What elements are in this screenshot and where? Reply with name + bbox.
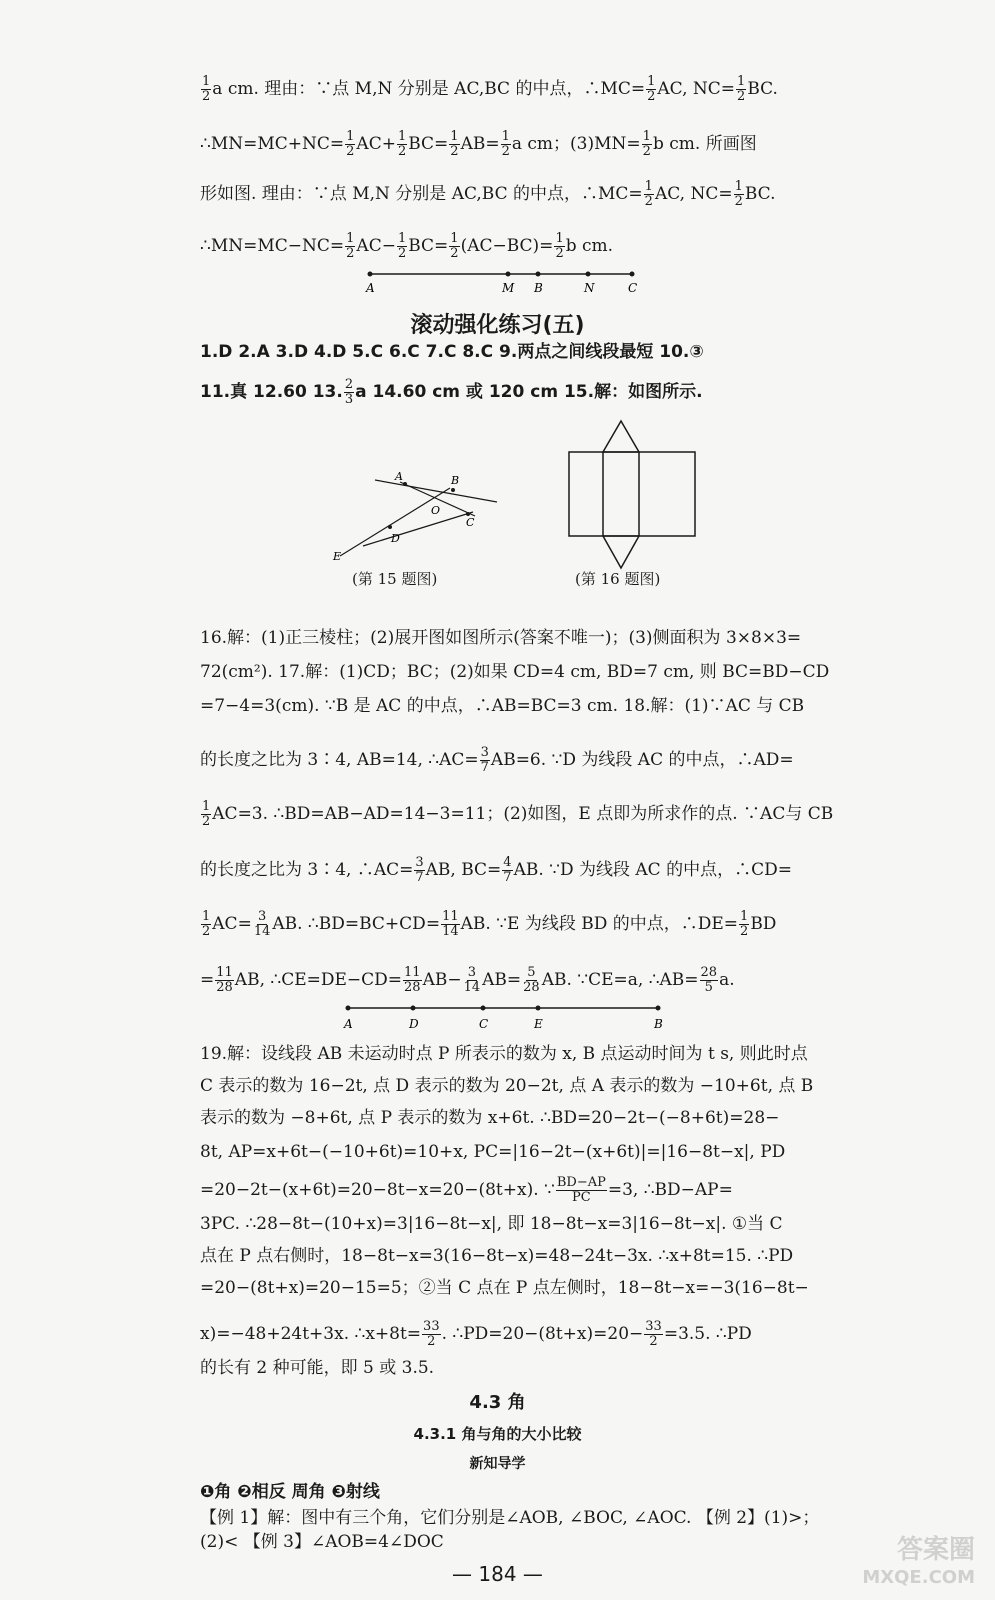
- q18-line-8: = $\frac{11}{28}$ AB, ∴CE=DE−CD= $\frac{11}{28}$ AB− $\frac{3}{14}$ AB= $\frac{5}{28}$ AB. ∵CE=a, ∴AB= $\frac{28}{5}$ a.: [200, 965, 735, 995]
- prev-line-2: ∴MN=MC+NC= $\frac{1}{2}$ AC+ $\frac{1}{2}$ BC= $\frac{1}{2}$ AB= $\frac{1}{2}$ a cm；(3)MN= $\frac{1}{2}$ b cm. 所画图: [200, 129, 757, 159]
- q19-line-2: C 表示的数为 16−2t, 点 D 表示的数为 20−2t, 点 A 表示的数为 −10+6t, 点 B: [200, 1076, 814, 1096]
- point-m: [506, 272, 511, 277]
- label-b: B: [534, 281, 543, 295]
- point-a2: [346, 1006, 351, 1011]
- q16-line-3: =7−4=3(cm). ∵B 是 AC 的中点，∴AB=BC=3 cm. 18.解：(1)∵AC 与 CB: [200, 696, 805, 716]
- fig15-label-c: C: [466, 516, 475, 529]
- answers-11-15: 11.真 12.60 13. $\frac{2}{3}$ a 14.60 cm 或 120 cm 15.解：如图所示.: [200, 377, 703, 407]
- q18-line-5: $\frac{1}{2}$ AC=3. ∴BD=AB−AD=14−3=11；(2)如图，E 点即为所求作的点. ∵AC与 CB: [202, 799, 834, 829]
- fig16-caption: (第 16 题图): [575, 570, 661, 588]
- sec43-line-2: 【例 1】解：图中有三个角，它们分别是∠AOB, ∠BOC, ∠AOC. 【例 2】(1)>；: [200, 1508, 820, 1528]
- q18-line-4: 的长度之比为 3∶4, AB=14, ∴AC= $\frac{3}{7}$ AB=6. ∵D 为线段 AC 的中点，∴AD=: [200, 745, 794, 775]
- sec43-line-1: ❶角 ❷相反 周角 ❸射线: [200, 1482, 380, 1502]
- section-title-5: 滚动强化练习(五): [410, 313, 585, 338]
- q19-line-1: 19.解：设线段 AB 未运动时点 P 所表示的数为 x, B 点运动时间为 t s, 则此时点: [200, 1044, 808, 1064]
- label-a2: A: [344, 1017, 353, 1031]
- prev-line-4: ∴MN=MC−NC= $\frac{1}{2}$ AC− $\frac{1}{2}$ BC= $\frac{1}{2}$ (AC−BC)= $\frac{1}{2}$ b cm.: [200, 231, 614, 261]
- q19-line-7: 点在 P 点右侧时，18−8t−x=3(16−8t−x)=48−24t−3x. ∴x+8t=15. ∴PD: [200, 1246, 794, 1266]
- new-knowledge-heading: 新知导学: [469, 1456, 526, 1472]
- prev-line-3: 形如图. 理由：∵点 M,N 分别是 AC,BC 的中点，∴MC= $\frac{1}{2}$ AC, NC= $\frac{1}{2}$ BC.: [200, 179, 776, 209]
- q19-line-8: =20−(8t+x)=20−15=5；②当 C 点在 P 点左侧时，18−8t−x=−3(16−8t−: [200, 1278, 809, 1298]
- label-c: C: [628, 281, 638, 295]
- fig15-label-o: O: [431, 504, 441, 517]
- section-4-3-title: 4.3 角: [469, 1392, 526, 1413]
- q18-line-7: $\frac{1}{2}$ AC= $\frac{3}{14}$ AB. ∴BD=BC+CD= $\frac{11}{14}$ AB. ∵E 为线段 BD 的中点，∴DE= $\frac{1}{2}$ BD: [202, 909, 777, 939]
- point-a: [368, 272, 373, 277]
- page-number: — 184 —: [452, 1562, 543, 1586]
- label-c2: C: [479, 1017, 489, 1031]
- label-a: A: [366, 281, 375, 295]
- q19-line-6: 3PC. ∴28−8t−(10+x)=3|16−8t−x|, 即 18−8t−x=3|16−8t−x|. ①当 C: [200, 1214, 783, 1234]
- point-b2: [656, 1006, 661, 1011]
- prev-line-1: $\frac{1}{2}$ a cm. 理由：∵点 M,N 分别是 AC,BC 的中点，∴MC= $\frac{1}{2}$ AC, NC= $\frac{1}{2}$ BC.: [202, 74, 778, 104]
- label-b2: B: [654, 1017, 663, 1031]
- sec43-line-3: (2)< 【例 3】∠AOB=4∠DOC: [200, 1532, 444, 1552]
- segment-amnbc-figure: [360, 266, 650, 298]
- q19-line-3: 表示的数为 −8+6t, 点 P 表示的数为 x+6t. ∴BD=20−2t−(−8+6t)=28−: [200, 1108, 780, 1128]
- fig15-label-a: A: [395, 470, 403, 483]
- q19-line-4: 8t, AP=x+6t−(−10+6t)=10+x, PC=|16−2t−(x+6t)|=|16−8t−x|, PD: [200, 1142, 786, 1162]
- segment-adceb-figure: [340, 1000, 670, 1034]
- fig15-label-d: D: [391, 532, 400, 545]
- point-c: [630, 272, 635, 277]
- fig15-caption: (第 15 题图): [352, 570, 438, 588]
- answers-1-10: 1.D 2.A 3.D 4.D 5.C 6.C 7.C 8.C 9.两点之间线段最短 10.③: [200, 342, 704, 362]
- label-m: M: [502, 281, 515, 295]
- section-4-3-1-title: 4.3.1 角与角的大小比较: [413, 1425, 582, 1443]
- q18-line-6: 的长度之比为 3∶4, ∴AC= $\frac{3}{7}$ AB, BC= $\frac{4}{7}$ AB. ∵D 为线段 AC 的中点，∴CD=: [200, 855, 792, 885]
- figure-16: [565, 418, 705, 573]
- point-b: [536, 272, 541, 277]
- figure-15: [325, 468, 505, 568]
- label-e2: E: [534, 1017, 543, 1031]
- fig15-label-e: E: [333, 550, 342, 563]
- q19-line-5: =20−2t−(x+6t)=20−8t−x=20−(8t+x). ∵ $\frac{BD-AP}{PC}$ =3, ∴BD−AP=: [200, 1175, 733, 1205]
- q19-line-9: x)=−48+24t+3x. ∴x+8t= $\frac{33}{2}$ . ∴PD=20−(8t+x)=20− $\frac{33}{2}$ =3.5. ∴PD: [200, 1319, 752, 1349]
- label-d2: D: [409, 1017, 419, 1031]
- watermark: 答案圈 MXQE.COM: [862, 1535, 975, 1588]
- fig15-label-b: B: [451, 474, 460, 487]
- point-c2: [481, 1006, 486, 1011]
- q16-line-2: 72(cm²). 17.解：(1)CD；BC；(2)如果 CD=4 cm, BD=7 cm, 则 BC=BD−CD: [200, 662, 830, 682]
- q19-line-10: 的长有 2 种可能，即 5 或 3.5.: [200, 1358, 435, 1378]
- q16-line-1: 16.解：(1)正三棱柱；(2)展开图如图所示(答案不唯一)；(3)侧面积为 3×8×3=: [200, 628, 802, 648]
- point-e2: [536, 1006, 541, 1011]
- point-d2: [411, 1006, 416, 1011]
- label-n: N: [584, 281, 595, 295]
- point-n: [586, 272, 591, 277]
